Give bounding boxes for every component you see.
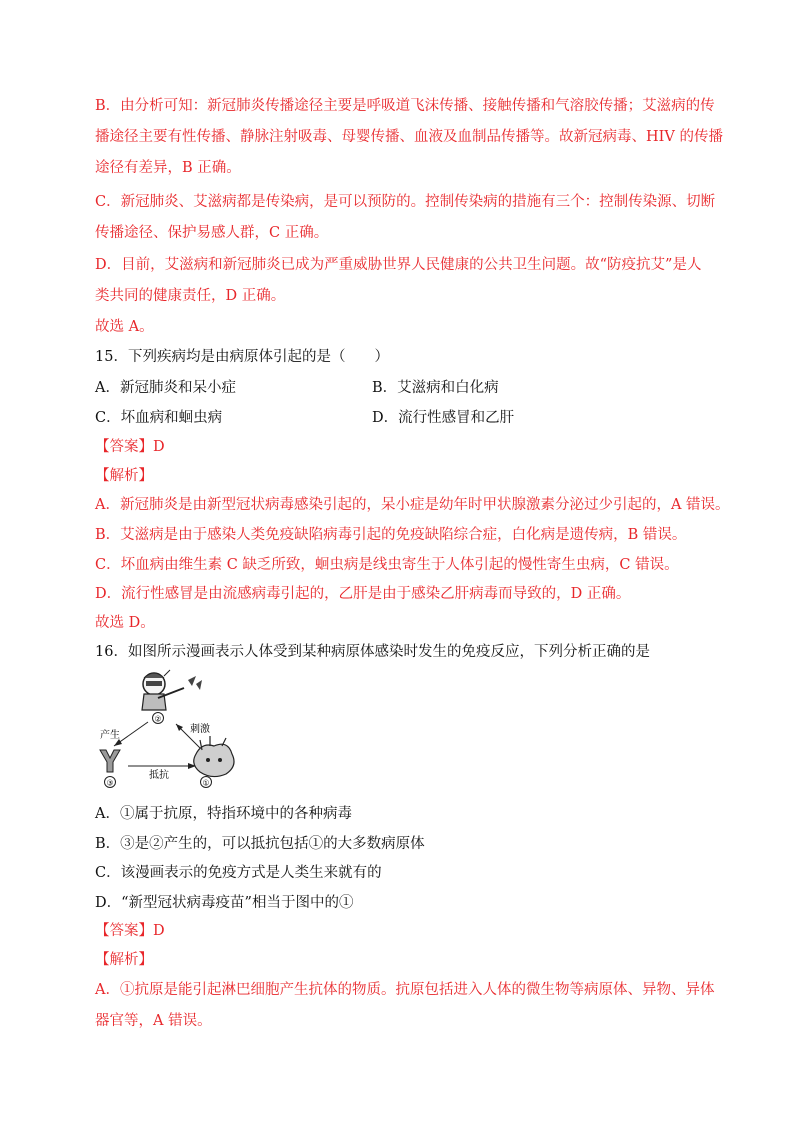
- analysis-d-line2: 类共同的健康责任，D 正确。: [95, 288, 286, 304]
- q16-analysis-a-line1: A．①抗原是能引起淋巴细胞产生抗体的物质。抗原包括进入人体的微生物等病原体、异物、异体: [95, 982, 715, 998]
- mark-1: ①: [202, 778, 210, 788]
- choose-line: 故选 A。: [95, 319, 154, 335]
- label-stimulate: 刺激: [190, 724, 210, 735]
- q15-analysis-label: 【解析】: [95, 468, 153, 484]
- q15-option-d: D．流行性感冒和乙肝: [372, 410, 515, 426]
- q15-answer: 【答案】D: [95, 439, 165, 455]
- q15-choose: 故选 D。: [95, 615, 155, 631]
- analysis-b-line1: B．由分析可知：新冠肺炎传播途径主要是呼吸道飞沫传播、接触传播和气溶胶传播；艾滋病的传: [95, 98, 715, 114]
- q16-option-b: B．③是②产生的，可以抵抗包括①的大多数病原体: [95, 836, 425, 852]
- q16-answer: 【答案】D: [95, 923, 165, 939]
- analysis-c-line2: 传播途径、保护易感人群，C 正确。: [95, 225, 329, 241]
- label-produce: 产生: [100, 730, 120, 741]
- q15-option-c: C．坏血病和蛔虫病: [95, 410, 223, 426]
- q15-option-b: B．艾滋病和白化病: [372, 380, 499, 396]
- q15-analysis-c: C．坏血病由维生素 C 缺乏所致，蛔虫病是线虫寄生于人体引起的慢性寄生虫病，C 错误。: [95, 557, 679, 573]
- pathogen-icon: [194, 736, 234, 777]
- q16-stem: 16．如图所示漫画表示人体受到某种病原体感染时发生的免疫反应，下列分析正确的是: [95, 644, 650, 660]
- analysis-c-line1: C．新冠肺炎、艾滋病都是传染病，是可以预防的。控制传染病的措施有三个：控制传染源、切断: [95, 194, 716, 210]
- q16-option-d: D．“新型冠状病毒疫苗”相当于图中的①: [95, 895, 354, 911]
- mark-2: ②: [154, 714, 162, 724]
- antibody-icon: [100, 750, 120, 772]
- cartoon-svg: [92, 666, 242, 788]
- analysis-b-line3: 途径有差异，B 正确。: [95, 160, 241, 176]
- q16-option-a: A．①属于抗原，特指环境中的各种病毒: [95, 806, 352, 822]
- immune-response-cartoon: [92, 666, 242, 788]
- label-resist: 抵抗: [149, 770, 169, 781]
- q15-analysis-a: A．新冠肺炎是由新型冠状病毒感染引起的，呆小症是幼年时甲状腺激素分泌过少引起的，A 错误。: [95, 497, 730, 513]
- mark-3: ③: [106, 778, 114, 788]
- q15-option-a: A．新冠肺炎和呆小症: [95, 380, 236, 396]
- lymphocyte-figure: [142, 670, 202, 710]
- q15-analysis-b: B．艾滋病是由于感染人类免疫缺陷病毒引起的免疫缺陷综合症，白化病是遗传病，B 错误。: [95, 527, 687, 543]
- analysis-d-line1: D．目前，艾滋病和新冠肺炎已成为严重威胁世界人民健康的公共卫生问题。故“防疫抗艾”是人: [95, 257, 702, 273]
- q16-analysis-a-line2: 器官等，A 错误。: [95, 1013, 212, 1029]
- q15-stem: 15．下列疾病均是由病原体引起的是（ ）: [95, 349, 389, 365]
- q15-analysis-d: D．流行性感冒是由流感病毒引起的，乙肝是由于感染乙肝病毒而导致的，D 正确。: [95, 586, 631, 602]
- q16-analysis-label: 【解析】: [95, 952, 153, 968]
- q16-option-c: C．该漫画表示的免疫方式是人类生来就有的: [95, 865, 382, 881]
- analysis-b-line2: 播途径主要有性传播、静脉注射吸毒、母婴传播、血液及血制品传播等。故新冠病毒、HIV 的传播: [95, 129, 723, 145]
